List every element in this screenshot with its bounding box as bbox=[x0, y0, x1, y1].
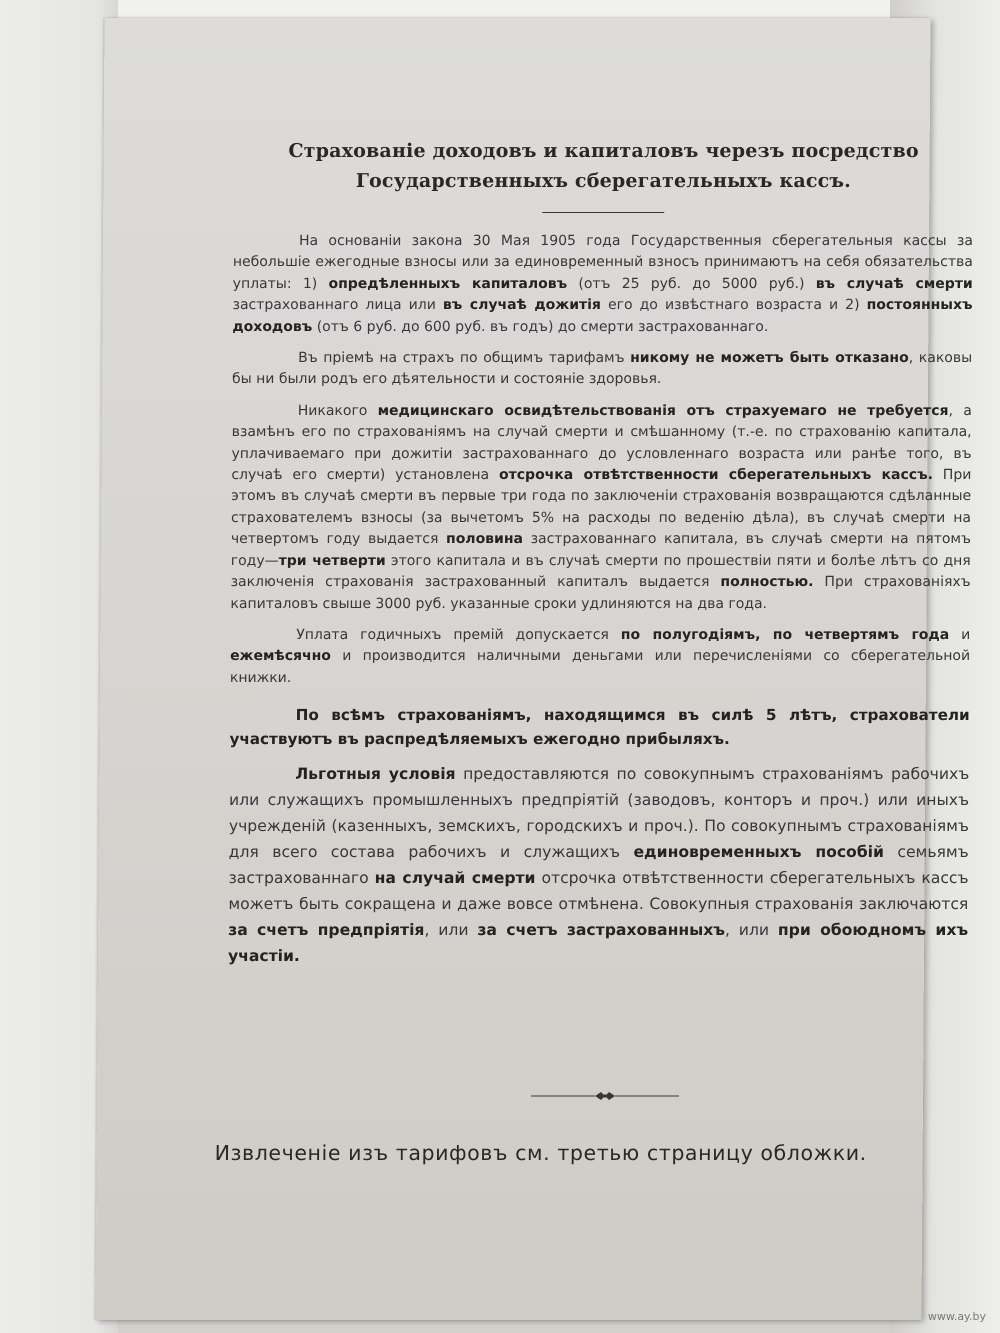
text-run: и bbox=[949, 626, 971, 643]
bold-phrase: въ случаѣ смерти bbox=[815, 275, 973, 292]
paragraph-2 bbox=[232, 348, 972, 391]
bold-phrase: постоянныхъ доходовъ bbox=[232, 297, 973, 335]
footer-line: Извлеченіе изъ тарифовъ см. третью страницу обложки. bbox=[214, 1141, 867, 1165]
bold-phrase: за счетъ застрахованныхъ bbox=[477, 921, 726, 940]
text-run: семьямъ застрахованнаго bbox=[228, 843, 969, 888]
text-run: этого капитала и въ случаѣ смерти по прошествіи пяти и болѣе лѣтъ со дня заключенія страхованія застрахованный капиталъ выдается bbox=[230, 552, 971, 591]
bold-phrase: на случай смерти bbox=[374, 869, 536, 888]
paragraph-1 bbox=[232, 231, 973, 338]
document-title bbox=[233, 136, 973, 196]
text-run: его до извѣстнаго возраста и 2) bbox=[600, 297, 867, 314]
bold-phrase: медицинскаго освидѣтельствованія отъ страхуемаго не требуется bbox=[377, 402, 949, 419]
paragraph-6 bbox=[228, 761, 969, 969]
bold-phrase: по полугодіямъ, по четвертямъ года bbox=[620, 626, 950, 643]
text-run: (отъ 25 руб. до 5000 руб.) bbox=[567, 275, 816, 292]
text-run: Въ пріемѣ на страхъ по общимъ тарифамъ bbox=[298, 350, 631, 367]
page-content bbox=[226, 136, 973, 1186]
watermark: www.ay.by bbox=[927, 1310, 986, 1323]
text-run: (отъ 6 руб. до 600 руб. въ годъ) до смерти застрахованнаго. bbox=[312, 318, 769, 335]
text-run: застрахованнаго капитала, въ случаѣ смерти на пятомъ году— bbox=[230, 531, 971, 569]
paragraph-4 bbox=[230, 625, 970, 689]
bold-phrase: единовременныхъ пособій bbox=[633, 843, 885, 862]
bold-phrase: при обоюдномъ ихъ участіи. bbox=[227, 921, 969, 966]
text-run: предоставляются по совокупнымъ страхованіямъ рабочихъ или служащихъ промышленныхъ предпріятій (заводовъ, конторъ и проч.) или иныхъ учрежденій (казенныхъ, земскихъ, городскихъ и проч.). По совокупнымъ страхованіямъ для всего состава рабочихъ и служащихъ bbox=[228, 765, 970, 862]
bold-phrase: опредѣленныхъ капиталовъ bbox=[328, 275, 568, 292]
paragraph-5 bbox=[229, 703, 969, 751]
text-run: отсрочка отвѣтственности сберегательныхъ кассъ можетъ быть сокращена и даже вовсе отмѣнена. Совокупныя страхованія заключаются bbox=[228, 869, 969, 914]
bold-phrase: ежемѣсячно bbox=[230, 648, 332, 665]
bold-phrase: въ случаѣ дожитія bbox=[442, 297, 602, 314]
text-run: и производится наличными деньгами или перечисленіями со сберегательной книжки. bbox=[229, 648, 971, 686]
text-run: , а взамѣнъ его по страхованіямъ на случай смерти и смѣшанному (т.-е. по страхованію капитала, уплачиваемаго при дожитіи застрахованнаго до условленнаго возраста или ранѣе того, въ случаѣ его смерти) установлена bbox=[231, 402, 972, 484]
text-run: При этомъ въ случаѣ смерти въ первые три года по заключеніи страхованія возвращаются сдѣланные страхователемъ взносы (за вычетомъ 5% на расходы по веденію дѣла), въ случаѣ смерти на четвертомъ году выдается bbox=[230, 467, 972, 548]
bold-phrase: отсрочка отвѣтственности сберегательныхъ кассъ. bbox=[498, 467, 934, 484]
text-run: Уплата годичныхъ премій допускается bbox=[296, 626, 621, 643]
text-run: , или bbox=[724, 921, 778, 940]
bold-phrase: три четверти bbox=[278, 552, 386, 569]
bold-phrase: никому не можетъ быть отказано bbox=[630, 350, 909, 367]
bold-phrase: за счетъ предпріятія bbox=[228, 921, 425, 940]
text-run: На основаніи закона 30 Мая 1905 года Государственныя сберегательныя кассы за небольшіе ежегодные взносы или за единовременный взносъ принимаютъ на себя обязательства уплаты: 1) bbox=[232, 233, 974, 292]
title-line-1: Страхованіе доходовъ и капиталовъ черезъ посредство bbox=[288, 140, 919, 162]
paragraph-3 bbox=[230, 401, 971, 615]
bold-phrase: Льготныя условія bbox=[295, 765, 456, 784]
text-run: При страхованіяхъ капиталовъ свыше 3000 руб. указанные сроки удлиняются на два года. bbox=[230, 574, 971, 612]
bold-phrase: По всѣмъ страхованіямъ, находящимся въ силѣ 5 лѣтъ, страхователи участвуютъ въ распредѣляемыхъ ежегодно прибыляхъ. bbox=[229, 706, 970, 749]
title-line-2: Государственныхъ сберегательныхъ кассъ. bbox=[355, 170, 852, 192]
text-run: , или bbox=[424, 921, 478, 940]
bold-phrase: половина bbox=[445, 531, 524, 548]
text-run: Никакого bbox=[297, 402, 378, 419]
bold-phrase: полностью. bbox=[720, 574, 814, 591]
text-run: , каковы бы ни были родъ его дѣятельности и состояніе здоровья. bbox=[231, 350, 973, 388]
ornament-divider bbox=[529, 1090, 681, 1102]
text-run: застрахованнаго лица или bbox=[232, 297, 443, 314]
title-divider bbox=[542, 212, 664, 213]
